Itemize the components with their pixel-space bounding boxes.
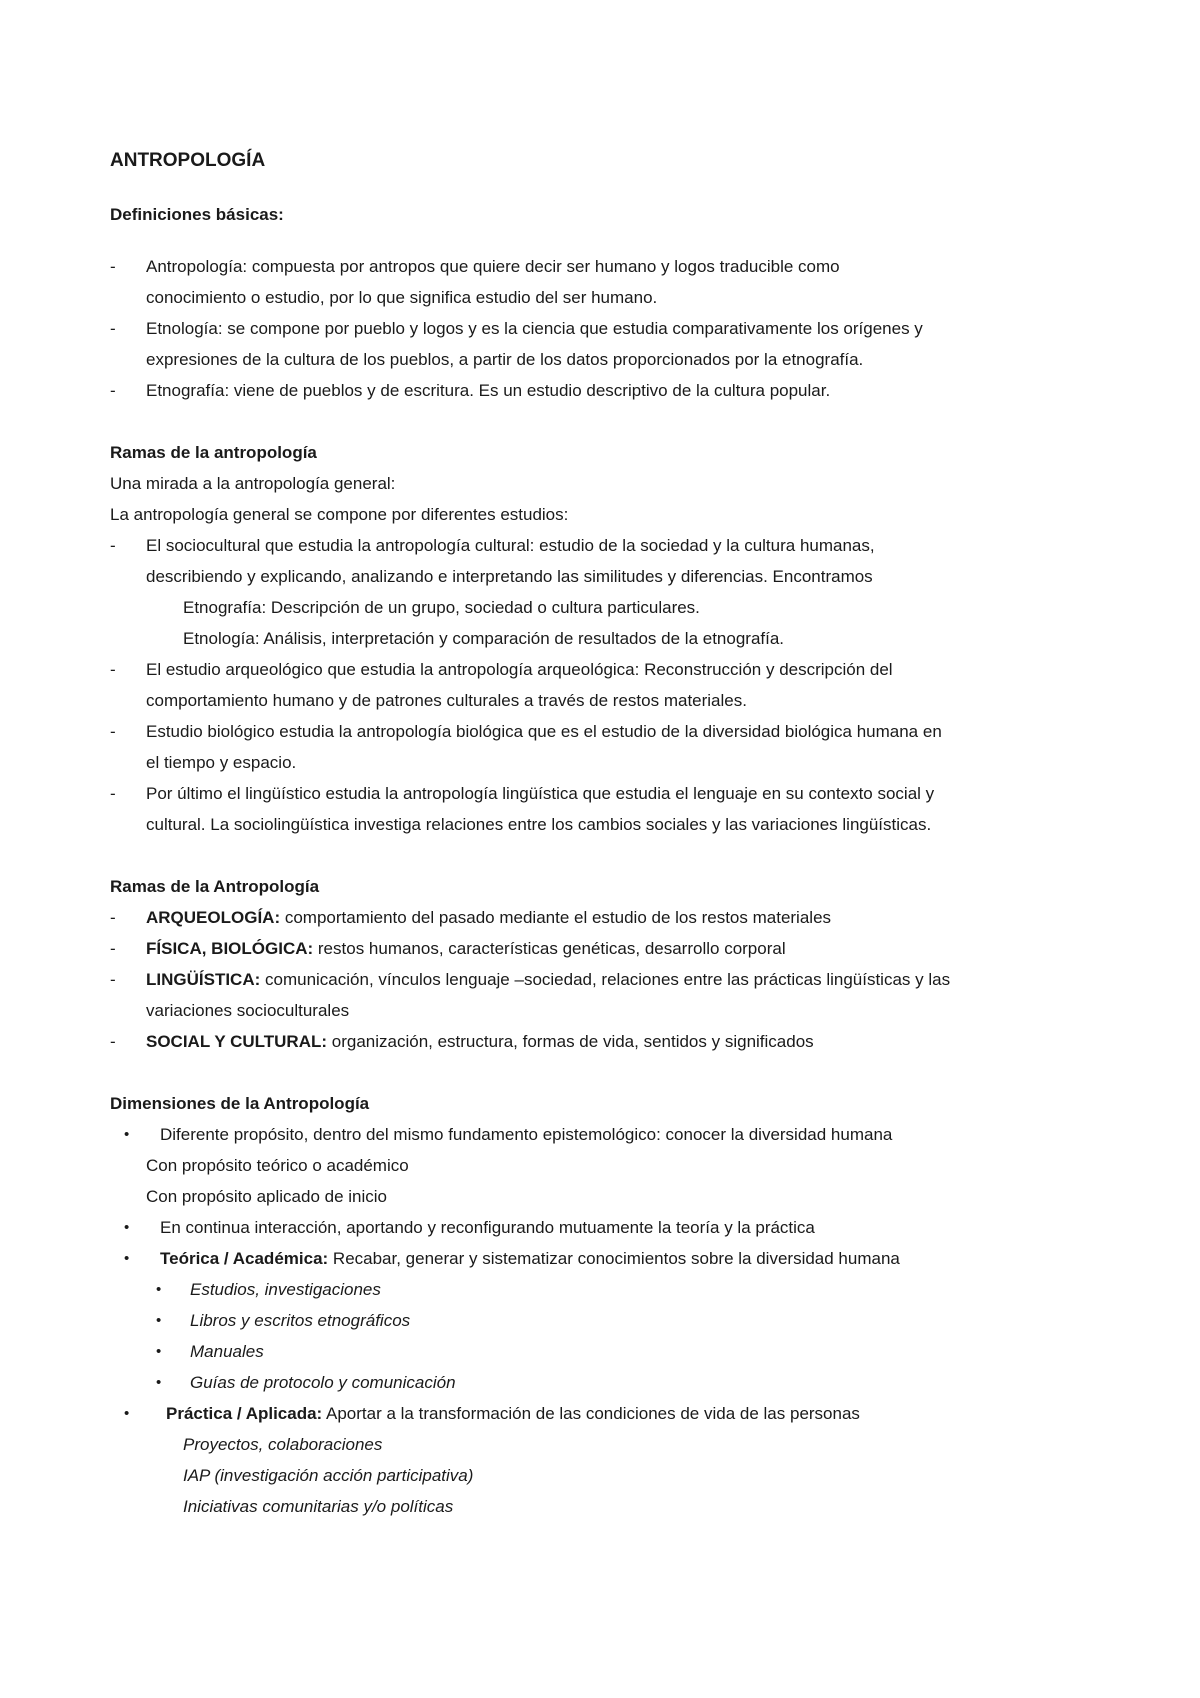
list-item-continuation: comportamiento humano y de patrones culturales a través de restos materiales. [146,691,747,710]
list-item: El sociocultural que estudia la antropología cultural: estudio de la sociedad y la cultura humanas, [146,536,875,555]
list-item [146,907,831,929]
list-item [146,969,950,991]
sub-item: IAP (investigación acción participativa) [183,1466,474,1485]
bullet-icon: • [156,1312,162,1329]
term: SOCIAL Y CULTURAL: [146,1032,328,1051]
bullet-icon: • [156,1374,162,1391]
section-heading-dimensiones: Dimensiones de la Antropología [110,1094,370,1113]
list-item: Por último el lingüístico estudia la antropología lingüística que estudia el lenguaje en su contexto social y [146,784,935,803]
dash-marker: - [110,970,116,989]
dash-marker: - [110,784,116,803]
sub-item: Etnología: Análisis, interpretación y comparación de resultados de la etnografía. [183,629,785,648]
dash-marker: - [110,722,116,741]
sub-bullet-item: Guías de protocolo y comunicación [190,1373,456,1392]
sub-item: Iniciativas comunitarias y/o políticas [183,1497,454,1516]
term: ARQUEOLOGÍA: [146,908,281,927]
list-item: Antropología: compuesta por antropos que quiere decir ser humano y logos traducible como [146,257,840,276]
section-heading-ramas: Ramas de la antropología [110,443,317,462]
definition: comunicación, vínculos lenguaje –sociedad, relaciones entre las prácticas lingüísticas y las [260,970,951,989]
term: Teórica / Académica: [160,1249,329,1268]
list-item [146,1031,814,1053]
dash-marker: - [110,939,116,958]
bullet-icon: • [124,1250,130,1267]
page-title: ANTROPOLOGÍA [110,150,266,171]
sub-bullet-item: Libros y escritos etnográficos [190,1311,411,1330]
definition: Recabar, generar y sistematizar conocimientos sobre la diversidad humana [328,1249,900,1268]
paragraph: Una mirada a la antropología general: [110,474,396,493]
dash-marker: - [110,319,116,338]
definition: comportamiento del pasado mediante el estudio de los restos materiales [280,908,832,927]
definition: organización, estructura, formas de vida, sentidos y significados [327,1032,814,1051]
list-item-continuation: describiendo y explicando, analizando e interpretando las similitudes y diferencias. Encontramos [146,567,873,586]
section-heading-definiciones: Definiciones básicas: [110,205,284,224]
paragraph: La antropología general se compone por diferentes estudios: [110,505,569,524]
sub-bullet-item: Manuales [190,1342,264,1361]
sub-item: Etnografía: Descripción de un grupo, sociedad o cultura particulares. [183,598,700,617]
definition: Aportar a la transformación de las condiciones de vida de las personas [322,1404,860,1423]
list-item: Estudio biológico estudia la antropología biológica que es el estudio de la diversidad biológica humana en [146,722,942,741]
list-item: El estudio arqueológico que estudia la antropología arqueológica: Reconstrucción y descripción del [146,660,893,679]
dash-marker: - [110,660,116,679]
dash-marker: - [110,257,116,276]
bullet-icon: • [156,1343,162,1360]
term: FÍSICA, BIOLÓGICA: [146,939,314,958]
list-item-continuation: cultural. La sociolingüística investiga relaciones entre los cambios sociales y las variaciones lingüísticas. [146,815,932,834]
bullet-item [166,1403,860,1425]
list-item [146,938,786,960]
term: LINGÜÍSTICA: [146,970,261,989]
bullet-item: En continua interacción, aportando y reconfigurando mutuamente la teoría y la práctica [160,1218,815,1237]
dash-marker: - [110,908,116,927]
section-heading-ramas-2: Ramas de la Antropología [110,877,320,896]
sub-item: Proyectos, colaboraciones [183,1435,383,1454]
list-item-continuation: el tiempo y espacio. [146,753,297,772]
bullet-icon: • [124,1405,130,1422]
bullet-item [160,1248,900,1270]
sub-bullet-item: Estudios, investigaciones [190,1280,381,1299]
bullet-item: Diferente propósito, dentro del mismo fundamento epistemológico: conocer la diversidad humana [160,1125,893,1144]
term: Práctica / Aplicada: [166,1404,323,1423]
sub-item: Con propósito teórico o académico [146,1156,409,1175]
dash-marker: - [110,1032,116,1051]
sub-item: Con propósito aplicado de inicio [146,1187,387,1206]
dash-marker: - [110,381,116,400]
list-item-continuation: variaciones socioculturales [146,1001,350,1020]
list-item-continuation: conocimiento o estudio, por lo que significa estudio del ser humano. [146,288,658,307]
dash-marker: - [110,536,116,555]
bullet-icon: • [124,1219,130,1236]
list-item-continuation: expresiones de la cultura de los pueblos, a partir de los datos proporcionados por la etnografía. [146,350,864,369]
bullet-icon: • [124,1126,130,1143]
bullet-icon: • [156,1281,162,1298]
definition: restos humanos, características genéticas, desarrollo corporal [313,939,786,958]
list-item: Etnología: se compone por pueblo y logos y es la ciencia que estudia comparativamente los orígenes y [146,319,923,338]
list-item: Etnografía: viene de pueblos y de escritura. Es un estudio descriptivo de la cultura popular. [146,381,831,400]
